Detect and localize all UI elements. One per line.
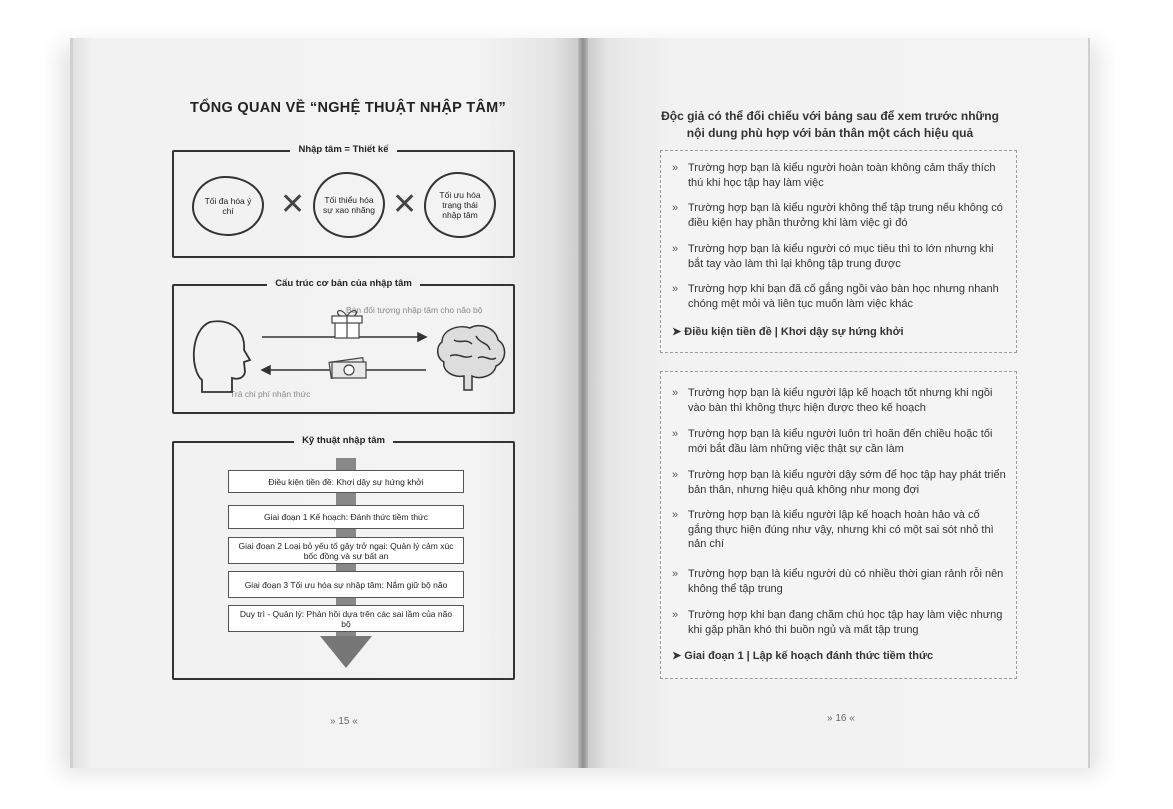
step-maintain: Duy trì - Quản lý: Phản hồi dựa trên các sai lầm của não bộ xyxy=(228,605,464,632)
step-stage-2: Giai đoạn 2 Loại bỏ yếu tố gây trở ngại: Quản lý cảm xúc bốc đồng và sự bất an xyxy=(228,537,464,564)
multiply-icon-1: ✕ xyxy=(280,188,306,221)
design-frame-label: Nhập tâm = Thiết kế xyxy=(290,144,396,155)
structure-diagram xyxy=(180,300,510,410)
technique-frame-label: Kỹ thuật nhập tâm xyxy=(294,435,393,446)
box2-target: ➤ Giai đoạn 1 | Lập kế hoạch đánh thức tiềm thức xyxy=(672,650,934,662)
list-item: » Trường hợp khi bạn đang chăm chú học tập hay làm việc nhưng khi gặp phần khó thì buồn ngủ và mất tập trung xyxy=(672,608,1007,637)
right-page-title: Độc giả có thể đối chiếu với bảng sau để xem trước những nội dung phù hợp với bản thân một cách hiệu quả xyxy=(661,109,999,140)
structure-frame-label: Cấu trúc cơ bản của nhập tâm xyxy=(267,278,420,289)
list-item: » Trường hợp bạn là kiểu người dậy sớm để học tập hay phát triển bản thân, nhưng hiệu quả không như mong đợi xyxy=(672,468,1007,497)
step-prerequisite: Điều kiện tiền đề: Khơi dậy sự hứng khởi xyxy=(228,470,464,493)
blob-optimize-focus: Tối ưu hóa trạng thái nhập tâm xyxy=(424,172,496,238)
left-page-number: » 15 « xyxy=(330,716,358,727)
pay-note: Trả chi phí nhận thức xyxy=(230,389,311,399)
multiply-icon-2: ✕ xyxy=(392,188,418,221)
book-spine xyxy=(578,38,588,768)
list-item: » Trường hợp bạn là kiểu người không thể tập trung nếu không có điều kiện hay phần thưởng khi làm việc gì đó xyxy=(672,201,1007,230)
sell-note: Bán đối tượng nhập tâm cho não bộ xyxy=(346,305,483,315)
list-item: » Trường hợp bạn là kiểu người luôn trì hoãn đến chiều hoặc tối mới bắt đầu làm những việc thật sự cần làm xyxy=(672,427,1007,456)
money-icon xyxy=(329,358,366,379)
right-page-number: » 16 « xyxy=(827,713,855,724)
list-item: » Trường hợp khi bạn đã cố gắng ngồi vào bàn học nhưng nhanh chóng mệt mỏi và liên tục muốn làm việc khác xyxy=(672,282,1007,311)
step-stage-3: Giai đoạn 3 Tối ưu hóa sự nhập tâm: Nắm giữ bộ não xyxy=(228,571,464,598)
left-page-title: TỔNG QUAN VỀ “NGHỆ THUẬT NHẬP TÂM” xyxy=(190,100,507,116)
box1-target: ➤ Điều kiện tiền đề | Khơi dậy sự hứng khởi xyxy=(672,326,904,338)
list-item: » Trường hợp bạn là kiểu người hoàn toàn không cảm thấy thích thú khi học tập hay làm việc xyxy=(672,161,1007,190)
step-stage-1: Giai đoạn 1 Kế hoạch: Đánh thức tiềm thức xyxy=(228,505,464,529)
brain-icon xyxy=(438,326,505,390)
list-item: » Trường hợp bạn là kiểu người có mục tiêu thì to lớn nhưng khi bắt tay vào làm thì lại không tập trung được xyxy=(672,242,1007,271)
list-item: » Trường hợp bạn là kiểu người dù có nhiều thời gian rảnh rỗi nên không thể tập trung xyxy=(672,567,1007,596)
list-item: » Trường hợp bạn là kiểu người lập kế hoạch tốt nhưng khi ngồi vào bàn thì không thực hiện được theo kế hoạch xyxy=(672,386,1007,415)
gift-icon xyxy=(332,311,362,338)
head-icon xyxy=(194,321,250,392)
blob-maximize-will: Tối đa hóa ý chí xyxy=(192,176,264,236)
blob-minimize-distraction: Tối thiểu hóa sự xao nhãng xyxy=(313,172,385,238)
list-item: » Trường hợp bạn là kiểu người lập kế hoạch hoàn hảo và cố gắng thực hiện đúng như vậy, nhưng khi có một sai sót nhỏ thì nản chí xyxy=(672,508,1007,552)
